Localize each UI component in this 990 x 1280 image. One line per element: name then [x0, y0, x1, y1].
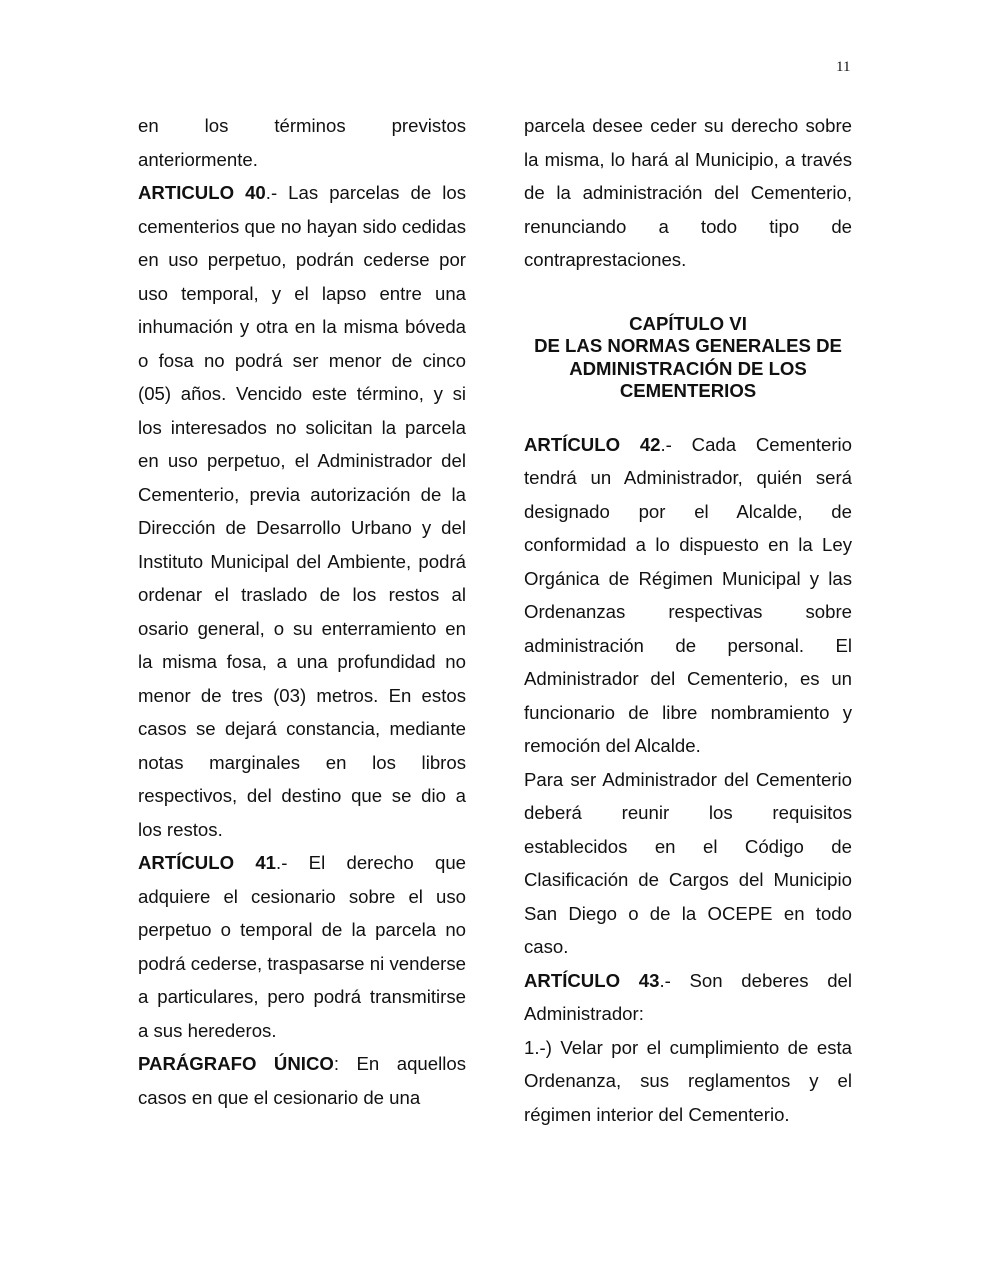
article-43-text: Son deberes del Administrador:: [524, 969, 853, 1024]
paragrafo-unico-separator: :: [333, 1053, 340, 1074]
article-43-separator: .-: [659, 969, 671, 991]
article-42-separator: .-: [660, 433, 672, 455]
chapter-heading: [524, 313, 852, 403]
article-41: [138, 846, 466, 1047]
paragraph-continuation-right: parcela desee ceder su derecho sobre la misma, lo hará al Municipio, a través de la administración del Cementerio, renunciando a todo tipo de contraprestaciones.: [524, 115, 852, 270]
article-40-text: Las parcelas de los cementerios que no hayan sido cedidas en uso perpetuo, podrán cederse por uso temporal, y el lapso entre una inhumación y otra en la misma bóveda o fosa no podrá ser menor de cinco (05) años. Vencido este término, y si los interesados no solicitan la parcela en uso perpetuo, el Administrador del Cementerio, previa autorización de la Dirección de Desarrollo Urbano y del Instituto Municipal del Ambiente, podrá ordenar el traslado de los restos al osario general, o su enterramiento en la misma fosa, a una profundidad no menor de tres (03) metros. En estos casos se dejará constancia, mediante notas marginales en los libros respectivos, del destino que se dio a los restos.: [138, 182, 467, 840]
page-number: 11: [836, 59, 851, 75]
article-40: [138, 176, 466, 846]
article-42-heading: ARTÍCULO 42: [524, 433, 661, 455]
chapter-number: CAPÍTULO VI: [629, 312, 747, 334]
right-column: [524, 109, 852, 1131]
chapter-title-line-3: CEMENTERIOS: [619, 380, 757, 401]
article-41-text: El derecho que adquiere el cesionario sobre el uso perpetuo o temporal de la parcela no podrá cederse, traspasarse ni venderse a particulares, pero podrá transmitirse a sus herederos.: [138, 852, 467, 1041]
article-41-separator: .-: [276, 852, 288, 873]
article-40-separator: .-: [265, 182, 278, 203]
article-41-heading: ARTÍCULO 41: [138, 852, 277, 873]
article-42-text: Cada Cementerio tendrá un Administrador, quién será designado por el Alcalde, de conformidad a lo dispuesto en la Ley Orgánica de Régimen Municipal y las Ordenanzas respectivas sobre administración de personal. El Administrador del Cementerio, es un funcionario de libre nombramiento y remoción del Alcalde.: [524, 433, 852, 756]
article-40-heading: ARTICULO 40: [138, 182, 266, 203]
left-column: [138, 109, 466, 1114]
paragrafo-unico-heading: PARÁGRAFO ÚNICO: [138, 1053, 334, 1074]
paragrafo-unico: [138, 1047, 466, 1114]
paragraph-continuation: en los términos previstos anteriormente.: [138, 115, 466, 170]
chapter-title-line-1: DE LAS NORMAS GENERALES DE: [534, 335, 842, 356]
paragraph-requisitos: Para ser Administrador del Cementerio deberá reunir los requisitos establecidos en el Código de Clasificación de Cargos del Municipio San Diego o de la OCEPE en todo caso.: [524, 768, 852, 957]
article-43-heading: ARTÍCULO 43: [524, 969, 660, 991]
paragrafo-unico-text: En aquellos casos en que el cesionario de una: [138, 1053, 466, 1108]
article-43: [524, 964, 852, 1031]
chapter-title-line-2: ADMINISTRACIÓN DE LOS: [569, 357, 807, 379]
list-item-1: 1.-) Velar por el cumplimiento de esta Ordenanza, sus reglamentos y el régimen interior del Cementerio.: [524, 1036, 852, 1125]
article-42: [524, 428, 852, 763]
